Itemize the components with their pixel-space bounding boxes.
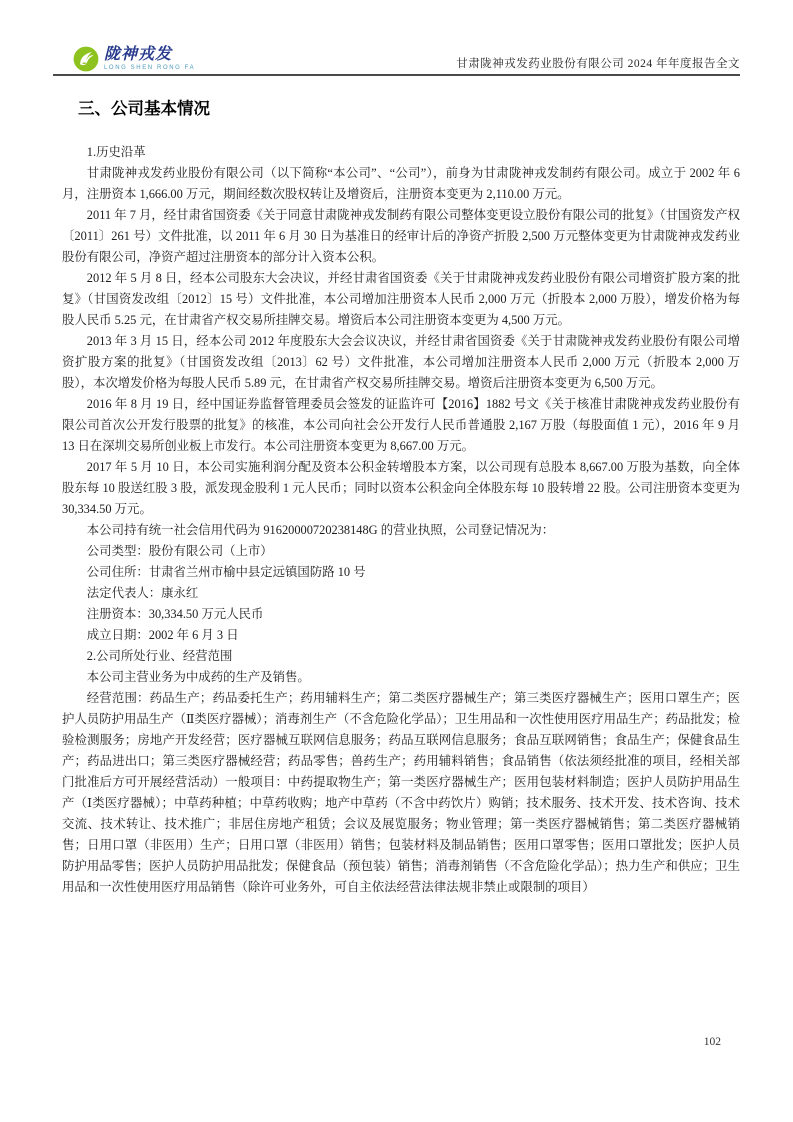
page-number: 102 — [703, 1036, 721, 1048]
para-2017-dividend: 2017 年 5 月 10 日，本公司实施利润分配及资本公积金转增股本方案，以公司现有总股本 8,667.00 万股为基数，向全体股东每 10 股送红股 3 股，派发现金股利 1 元人民币；同时以资本公积金向全体股东每 10 股转增 22 股。公司注册资本变更为 30,334.50 万元。 — [62, 460, 740, 516]
para-founding: 甘肃陇神戎发药业股份有限公司（以下简称“本公司”、“公司”），前身为甘肃陇神戎发制药有限公司。成立于 2002 年 6 月，注册资本 1,666.00 万元，期间经数次股权转让及增资后，注册资本变更为 2,110.00 万元。 — [62, 166, 740, 201]
para-2016-ipo: 2016 年 8 月 19 日，经中国证券监督管理委员会签发的证监许可【2016】1882 号文《关于核准甘肃陇神戎发药业股份有限公司首次公开发行股票的批复》的核准，本公司向社会公开发行人民币普通股 2,167 万股（每股面值 1 元），2016 年 9 月 13 日在深圳交易所创业板上市发行。本公司注册资本变更为 8,667.00 万元。 — [62, 397, 740, 453]
page-header — [53, 42, 740, 76]
page-content — [62, 96, 740, 898]
section-title: 三、公司基本情况 — [78, 100, 210, 118]
line-main-business: 本公司主营业务为中成药的生产及销售。 — [86, 670, 310, 684]
section-body — [62, 142, 740, 898]
line-company-address: 公司住所：甘肃省兰州市榆中县定远镇国防路 10 号 — [86, 565, 366, 579]
para-2012-capital-increase: 2012 年 5 月 8 日，经本公司股东大会决议，并经甘肃省国资委《关于甘肃陇神戎发药业股份有限公司增资扩股方案的批复》（甘国资发改组〔2012〕15 号）文件批准，本公司增加注册资本人民币 2,000 万元（折股本 2,000 万股），增发价格为每股人民币 5.25 元，在甘肃省产权交易所挂牌交易。增资后本公司注册资本变更为 4,500 万元。 — [62, 271, 740, 327]
brand-name-cn: 陇神戎发 — [104, 46, 173, 63]
para-2011-restructuring: 2011 年 7 月，经甘肃省国资委《关于同意甘肃陇神戎发制药有限公司整体变更设立股份有限公司的批复》（甘国资发产权〔2011〕261 号）文件批准，以 2011 年 6 月 30 日为基准日的经审计后的净资产折股 2,500 万元整体变更为甘肃陇神戎发药业股份有限公司，净资产超过注册资本的部分计入资本公积。 — [62, 208, 740, 264]
subsection-1-heading: 1.历史沿革 — [86, 145, 146, 159]
document-title: 甘肃陇神戎发药业股份有限公司 2024 年年度报告全文 — [456, 58, 740, 70]
para-business-scope: 经营范围：药品生产；药品委托生产；药用辅料生产；第二类医疗器械生产；第三类医疗器械生产；医用口罩生产；医护人员防护用品生产（Ⅱ类医疗器械）；消毒剂生产（不含危险化学品）；卫生用品和一次性使用医疗用品生产；药品批发；检验检测服务；房地产开发经营；医疗器械互联网信息服务；药品互联网信息服务；食品互联网销售；食品生产；保健食品生产；药品进出口；第三类医疗器械经营；药品零售；兽药生产；药用辅料销售；食品销售（依法须经批准的项目，经相关部门批准后方可开展经营活动）一般项目：中药提取物生产；第一类医疗器械生产；医用包装材料制造；医护人员防护用品生产（Ⅰ类医疗器械）；中草药种植；中草药收购；地产中草药（不含中药饮片）购销；技术服务、技术开发、技术咨询、技术交流、技术转让、技术推广；非居住房地产租赁；会议及展览服务；物业管理；第一类医疗器械销售；第二类医疗器械销售；日用口罩（非医用）生产；日用口罩（非医用）销售；包装材料及制品销售；医用口罩零售；医用口罩批发；医护人员防护用品零售；医护人员防护用品批发；保健食品（预包装）销售；消毒剂销售（不含危险化学品）；热力生产和供应；卫生用品和一次性使用医疗用品销售（除许可业务外，可自主依法经营法律法规非禁止或限制的项目） — [62, 691, 740, 894]
longshen-bird-circle-icon — [73, 46, 99, 72]
line-establishment-date: 成立日期：2002 年 6 月 3 日 — [86, 628, 239, 642]
line-legal-representative: 法定代表人：康永红 — [86, 586, 199, 600]
para-business-license: 本公司持有统一社会信用代码为 91620000720238148G 的营业执照，公司登记情况为： — [86, 523, 555, 537]
line-registered-capital: 注册资本：30,334.50 万元人民币 — [86, 607, 264, 621]
subsection-2-heading: 2.公司所处行业、经营范围 — [86, 649, 233, 663]
para-2013-capital-increase: 2013 年 3 月 15 日，经本公司 2012 年度股东大会会议决议，并经甘肃省国资委《关于甘肃陇神戎发药业股份有限公司增资扩股方案的批复》（甘国资发改组〔2013〕62 号）文件批准，本公司增加注册资本人民币 2,000 万元（折股本 2,000 万股），本次增发价格为每股人民币 5.89 元，在甘肃省产权交易所挂牌交易。增资后注册资本变更为 6,500 万元。 — [62, 334, 740, 390]
brand-name-en: LONG SHEN RONG FA — [104, 65, 196, 71]
line-company-type: 公司类型：股份有限公司（上市） — [86, 544, 273, 558]
logo-text — [104, 47, 195, 71]
company-logo — [73, 46, 195, 72]
